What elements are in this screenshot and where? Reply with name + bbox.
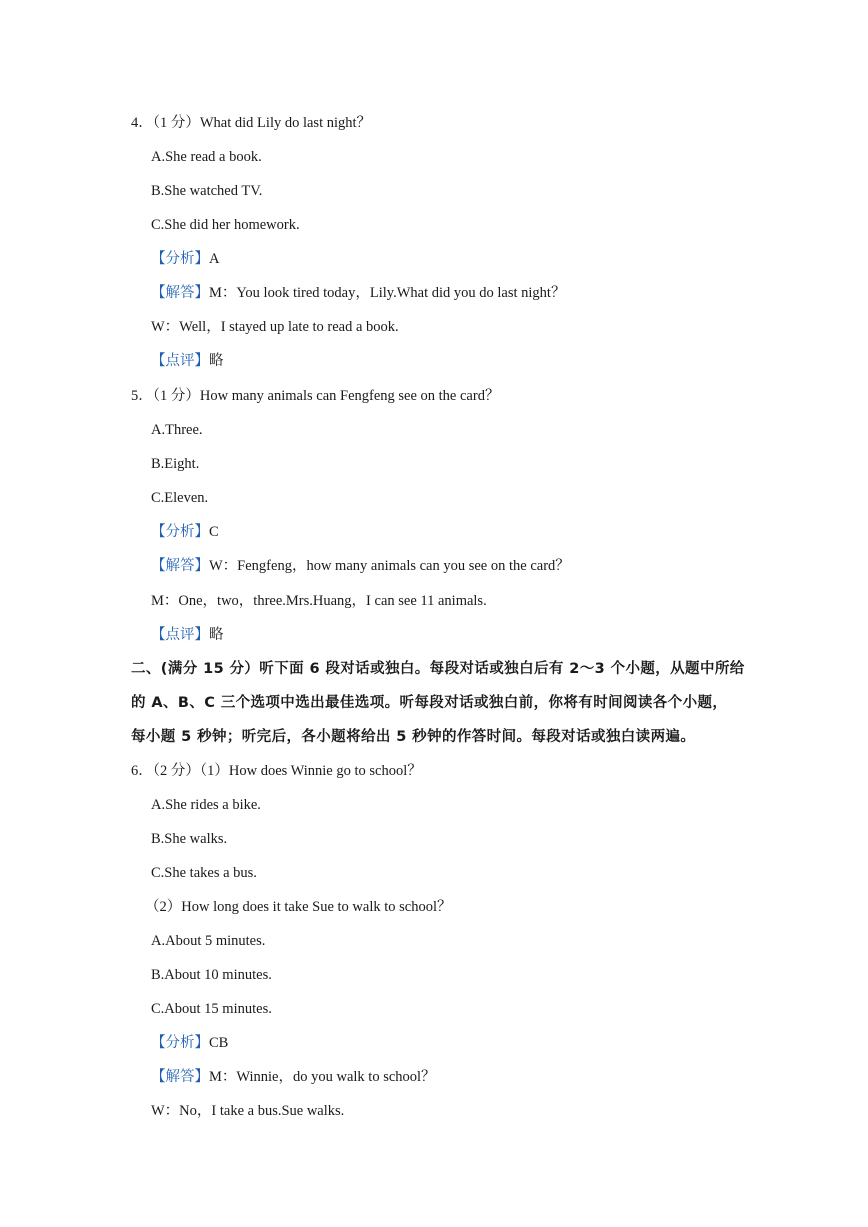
answer-tag: 【解答】 [151,1069,209,1085]
q4-option-b: B.She watched TV. [151,183,263,199]
q5-answer-line-2: M：One，two，three.Mrs.Huang，I can see 11 animals. [151,593,487,609]
analysis-value: A [209,251,220,267]
q5-option-c: C.Eleven. [151,490,209,506]
analysis-tag: 【分析】 [151,1035,209,1051]
q5-comment [151,626,224,644]
q5-answer [151,557,570,575]
q6-stem: 6．（2 分）（1）How does Winnie go to school？ [131,763,422,779]
comment-tag: 【点评】 [151,353,209,369]
comment-tag: 【点评】 [151,627,209,643]
comment-value: 略 [209,627,224,643]
comment-value: 略 [209,353,224,369]
answer-line-1: M：Winnie，do you walk to school？ [209,1069,436,1085]
q4-analysis [151,250,219,268]
q4-option-c: C.She did her homework. [151,217,300,233]
q4-option-a: A.She read a book. [151,149,262,165]
answer-tag: 【解答】 [151,285,209,301]
section-heading-line-3: 每小题 5 秒钟；听完后，各小题将给出 5 秒钟的作答时间。每段对话或独白读两遍。 [131,729,696,745]
answer-line-1: W：Fengfeng，how many animals can you see on the card？ [209,558,570,574]
section-heading-line-1: 二、(满分 15 分）听下面 6 段对话或独白。每段对话或独白后有 2～3 个小题，从题中所给 [131,661,745,677]
q6-2-option-b: B.About 10 minutes. [151,967,272,983]
q5-stem: 5．（1 分）How many animals can Fengfeng see on the card？ [131,388,500,404]
answer-line-1: M：You look tired today，Lily.What did you do last night？ [209,285,566,301]
q4-answer-line-2: W：Well，I stayed up late to read a book. [151,319,399,335]
q6-analysis [151,1034,228,1052]
analysis-value: C [209,524,219,540]
q4-answer [151,284,565,302]
q6-1-option-b: B.She walks. [151,831,228,847]
q6-1-option-a: A.She rides a bike. [151,797,261,813]
q6-2-option-a: A.About 5 minutes. [151,933,266,949]
q5-option-a: A.Three. [151,422,203,438]
q5-option-b: B.Eight. [151,456,200,472]
analysis-tag: 【分析】 [151,524,209,540]
q5-analysis [151,523,219,541]
section-heading-line-2: 的 A、B、C 三个选项中选出最佳选项。听每段对话或独白前，你将有时间阅读各个小题， [131,695,728,711]
q6-answer [151,1068,436,1086]
q6-sub-question-2: （2）How long does it take Sue to walk to school？ [145,899,452,915]
q4-comment [151,352,224,370]
analysis-tag: 【分析】 [151,251,209,267]
q4-stem: 4．（1 分）What did Lily do last night？ [131,115,372,131]
analysis-value: CB [209,1035,229,1051]
q6-2-option-c: C.About 15 minutes. [151,1001,272,1017]
q6-1-option-c: C.She takes a bus. [151,865,257,881]
answer-tag: 【解答】 [151,558,209,574]
q6-answer-line-2: W：No，I take a bus.Sue walks. [151,1103,345,1119]
